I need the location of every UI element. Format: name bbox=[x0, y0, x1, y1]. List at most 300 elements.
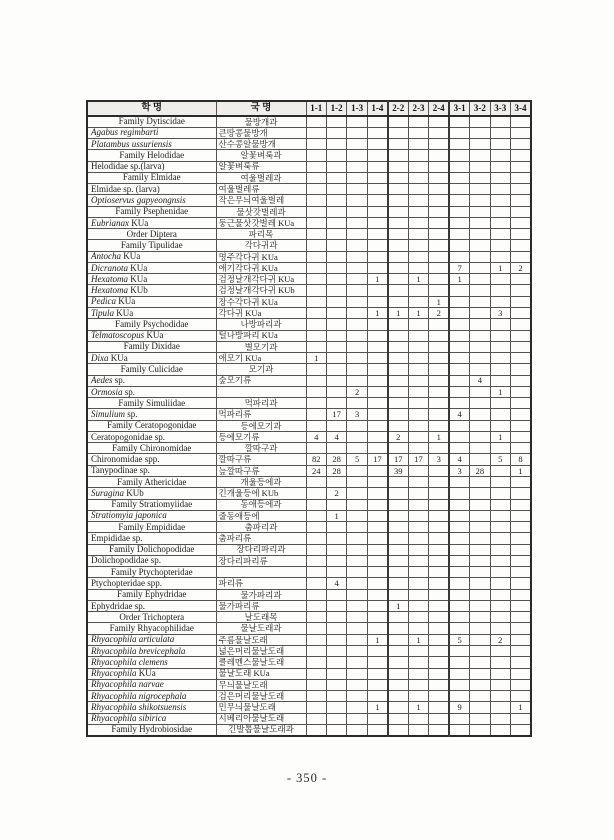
count-cell-1-3 bbox=[347, 589, 367, 600]
count-cell-3-3 bbox=[490, 713, 510, 724]
korean-name-cell: 큰땅콩물방개 bbox=[216, 127, 306, 138]
count-cell-1-1 bbox=[306, 420, 326, 431]
count-cell-2-2 bbox=[388, 364, 408, 375]
count-cell-1-4 bbox=[367, 229, 387, 240]
count-cell-2-2 bbox=[388, 623, 408, 634]
count-cell-3-2 bbox=[470, 398, 490, 409]
korean-name-cell: 장수각다귀 KUa bbox=[216, 296, 306, 307]
count-cell-3-3 bbox=[490, 150, 510, 161]
count-cell-1-2 bbox=[326, 724, 346, 735]
korean-name-cell: 별모기과 bbox=[216, 341, 306, 352]
scientific-name-cell: Helodidae sp.(larva) bbox=[87, 161, 216, 172]
count-cell-2-3: 1 bbox=[408, 634, 428, 645]
count-cell-1-4 bbox=[367, 679, 387, 690]
count-cell-2-2 bbox=[388, 150, 408, 161]
count-cell-3-1: 1 bbox=[449, 274, 469, 285]
count-cell-1-2 bbox=[326, 330, 346, 341]
count-cell-3-4 bbox=[511, 612, 531, 623]
count-cell-3-1 bbox=[449, 330, 469, 341]
count-cell-1-1 bbox=[306, 161, 326, 172]
count-cell-1-2 bbox=[326, 139, 346, 150]
species-row bbox=[87, 409, 531, 420]
count-cell-1-3 bbox=[347, 713, 367, 724]
count-cell-1-4 bbox=[367, 567, 387, 578]
scientific-name-cell: Aedes sp. bbox=[87, 375, 216, 386]
count-cell-3-3 bbox=[490, 623, 510, 634]
scientific-name-cell: Ptychopteridae spp. bbox=[87, 578, 216, 589]
count-cell-1-3 bbox=[347, 308, 367, 319]
count-cell-1-2: 4 bbox=[326, 431, 346, 442]
scientific-name-cell: Ceratopogonidae sp. bbox=[87, 431, 216, 442]
korean-name-cell: 물가파리과 bbox=[216, 589, 306, 600]
count-cell-3-3 bbox=[490, 116, 510, 127]
taxon-group-row bbox=[87, 612, 531, 623]
taxon-group-row bbox=[87, 172, 531, 183]
count-cell-3-2 bbox=[470, 251, 490, 262]
count-cell-1-2 bbox=[326, 386, 346, 397]
count-cell-3-4 bbox=[511, 499, 531, 510]
count-cell-1-1 bbox=[306, 702, 326, 713]
count-cell-1-2 bbox=[326, 567, 346, 578]
count-cell-3-3 bbox=[490, 488, 510, 499]
count-cell-2-3: 1 bbox=[408, 274, 428, 285]
count-cell-2-3 bbox=[408, 229, 428, 240]
count-cell-2-2 bbox=[388, 330, 408, 341]
scientific-name-cell: Family Ceratopogonidae bbox=[87, 420, 216, 431]
count-cell-3-3 bbox=[490, 499, 510, 510]
count-cell-1-1 bbox=[306, 600, 326, 611]
count-cell-2-2 bbox=[388, 285, 408, 296]
count-cell-3-1 bbox=[449, 116, 469, 127]
count-cell-1-2 bbox=[326, 691, 346, 702]
scientific-name-cell: Family Ephydridae bbox=[87, 589, 216, 600]
species-row bbox=[87, 691, 531, 702]
count-cell-1-3 bbox=[347, 251, 367, 262]
count-cell-1-1 bbox=[306, 229, 326, 240]
count-cell-3-2 bbox=[470, 488, 490, 499]
count-cell-3-4 bbox=[511, 589, 531, 600]
count-cell-3-4 bbox=[511, 634, 531, 645]
count-cell-3-4 bbox=[511, 172, 531, 183]
count-cell-3-3 bbox=[490, 398, 510, 409]
korean-name-cell: 작은무늬여울벌레 bbox=[216, 195, 306, 206]
count-cell-1-4 bbox=[367, 657, 387, 668]
count-cell-1-3 bbox=[347, 116, 367, 127]
count-cell-2-3 bbox=[408, 375, 428, 386]
count-cell-3-4: 1 bbox=[511, 702, 531, 713]
count-cell-1-3 bbox=[347, 544, 367, 555]
col-header-scientific-name: 학 명 bbox=[87, 101, 216, 116]
count-cell-1-2 bbox=[326, 308, 346, 319]
korean-name-cell: 긴발톱물날도래과 bbox=[216, 724, 306, 735]
count-cell-1-1 bbox=[306, 567, 326, 578]
count-cell-3-1 bbox=[449, 341, 469, 352]
count-cell-2-2 bbox=[388, 195, 408, 206]
korean-name-cell: 물방개과 bbox=[216, 116, 306, 127]
korean-name-cell: 검은머리물날도래 bbox=[216, 691, 306, 702]
count-cell-3-3: 1 bbox=[490, 386, 510, 397]
taxon-group-row bbox=[87, 499, 531, 510]
count-cell-3-4 bbox=[511, 341, 531, 352]
count-cell-1-2 bbox=[326, 217, 346, 228]
count-cell-2-4 bbox=[429, 330, 449, 341]
count-cell-1-4 bbox=[367, 398, 387, 409]
count-cell-3-4 bbox=[511, 713, 531, 724]
korean-name-cell: 각다귀과 bbox=[216, 240, 306, 251]
count-cell-1-1 bbox=[306, 691, 326, 702]
count-cell-3-4 bbox=[511, 217, 531, 228]
korean-name-cell: 여울벌레과 bbox=[216, 172, 306, 183]
count-cell-1-3 bbox=[347, 555, 367, 566]
count-cell-2-3 bbox=[408, 386, 428, 397]
count-cell-1-1 bbox=[306, 341, 326, 352]
taxon-group-row bbox=[87, 240, 531, 251]
count-cell-1-1 bbox=[306, 116, 326, 127]
count-cell-3-3 bbox=[490, 668, 510, 679]
count-cell-1-1 bbox=[306, 330, 326, 341]
scientific-name-cell: Family Chironomidae bbox=[87, 443, 216, 454]
count-cell-3-4 bbox=[511, 285, 531, 296]
species-row bbox=[87, 578, 531, 589]
count-cell-3-2 bbox=[470, 195, 490, 206]
count-cell-3-3: 3 bbox=[490, 308, 510, 319]
species-row bbox=[87, 195, 531, 206]
count-cell-3-2 bbox=[470, 116, 490, 127]
count-cell-2-3 bbox=[408, 522, 428, 533]
count-cell-1-4 bbox=[367, 544, 387, 555]
count-cell-1-2 bbox=[326, 420, 346, 431]
count-cell-2-2 bbox=[388, 645, 408, 656]
page-number: - 350 - bbox=[286, 771, 328, 785]
species-row bbox=[87, 657, 531, 668]
count-cell-1-2 bbox=[326, 668, 346, 679]
count-cell-1-2: 4 bbox=[326, 578, 346, 589]
scientific-name-cell: Family Psychodidae bbox=[87, 319, 216, 330]
count-cell-2-3: 1 bbox=[408, 308, 428, 319]
korean-name-cell: 주름물날도래 bbox=[216, 634, 306, 645]
count-cell-2-3 bbox=[408, 600, 428, 611]
count-cell-2-2 bbox=[388, 206, 408, 217]
count-cell-1-1 bbox=[306, 139, 326, 150]
count-cell-1-3 bbox=[347, 398, 367, 409]
count-cell-3-4 bbox=[511, 251, 531, 262]
count-cell-3-2 bbox=[470, 285, 490, 296]
col-header-site-1-1: 1-1 bbox=[306, 101, 326, 116]
count-cell-3-1 bbox=[449, 544, 469, 555]
count-cell-1-4 bbox=[367, 341, 387, 352]
count-cell-3-2 bbox=[470, 296, 490, 307]
count-cell-2-3 bbox=[408, 161, 428, 172]
scientific-name-cell: Stratiomyia japonica bbox=[87, 510, 216, 521]
scientific-name-cell: Platambus ussuriensis bbox=[87, 139, 216, 150]
count-cell-2-3 bbox=[408, 555, 428, 566]
taxon-group-row bbox=[87, 398, 531, 409]
count-cell-3-3 bbox=[490, 544, 510, 555]
count-cell-2-4: 3 bbox=[429, 454, 449, 465]
korean-name-cell: 산수콩알물방개 bbox=[216, 139, 306, 150]
count-cell-1-3 bbox=[347, 330, 367, 341]
count-cell-2-4 bbox=[429, 409, 449, 420]
count-cell-1-3 bbox=[347, 724, 367, 735]
count-cell-3-4 bbox=[511, 477, 531, 488]
count-cell-3-2 bbox=[470, 623, 490, 634]
count-cell-2-4 bbox=[429, 262, 449, 273]
count-cell-1-2: 28 bbox=[326, 465, 346, 476]
scientific-name-cell: Elmidae sp. (larva) bbox=[87, 184, 216, 195]
count-cell-1-2: 1 bbox=[326, 510, 346, 521]
count-cell-1-3 bbox=[347, 206, 367, 217]
count-cell-1-1 bbox=[306, 262, 326, 273]
count-cell-2-3 bbox=[408, 510, 428, 521]
count-cell-2-4 bbox=[429, 657, 449, 668]
count-cell-3-1 bbox=[449, 161, 469, 172]
count-cell-3-1: 5 bbox=[449, 634, 469, 645]
count-cell-3-4 bbox=[511, 229, 531, 240]
count-cell-1-2 bbox=[326, 544, 346, 555]
count-cell-3-3 bbox=[490, 139, 510, 150]
count-cell-2-4 bbox=[429, 274, 449, 285]
col-header-site-2-4: 2-4 bbox=[429, 101, 449, 116]
scientific-name-cell: Eubrianax KUa bbox=[87, 217, 216, 228]
count-cell-3-3 bbox=[490, 555, 510, 566]
korean-name-cell: 춤파리과 bbox=[216, 522, 306, 533]
count-cell-3-2 bbox=[470, 443, 490, 454]
taxon-group-row bbox=[87, 229, 531, 240]
scientific-name-cell: Ephydridae sp. bbox=[87, 600, 216, 611]
count-cell-2-3 bbox=[408, 319, 428, 330]
count-cell-2-3 bbox=[408, 578, 428, 589]
count-cell-3-4 bbox=[511, 398, 531, 409]
scientific-name-cell: Family Rhyacophilidae bbox=[87, 623, 216, 634]
count-cell-3-4 bbox=[511, 319, 531, 330]
count-cell-3-3 bbox=[490, 330, 510, 341]
count-cell-2-2 bbox=[388, 409, 408, 420]
count-cell-3-2 bbox=[470, 127, 490, 138]
count-cell-3-2 bbox=[470, 274, 490, 285]
count-cell-3-2 bbox=[470, 206, 490, 217]
count-cell-2-2: 1 bbox=[388, 600, 408, 611]
korean-name-cell: 물날도래과 bbox=[216, 623, 306, 634]
korean-name-cell: 동애등에과 bbox=[216, 499, 306, 510]
count-cell-3-3 bbox=[490, 341, 510, 352]
count-cell-1-4 bbox=[367, 600, 387, 611]
count-cell-1-4: 1 bbox=[367, 634, 387, 645]
count-cell-2-4 bbox=[429, 578, 449, 589]
count-cell-1-3 bbox=[347, 319, 367, 330]
count-cell-2-2 bbox=[388, 229, 408, 240]
count-cell-2-4 bbox=[429, 251, 449, 262]
count-cell-2-4 bbox=[429, 510, 449, 521]
count-cell-3-4 bbox=[511, 116, 531, 127]
count-cell-2-4 bbox=[429, 499, 449, 510]
species-row bbox=[87, 161, 531, 172]
count-cell-3-2 bbox=[470, 533, 490, 544]
count-cell-2-4 bbox=[429, 623, 449, 634]
count-cell-1-4 bbox=[367, 645, 387, 656]
count-cell-3-3 bbox=[490, 691, 510, 702]
count-cell-1-3 bbox=[347, 161, 367, 172]
count-cell-3-3 bbox=[490, 217, 510, 228]
count-cell-3-4: 8 bbox=[511, 454, 531, 465]
count-cell-2-4 bbox=[429, 477, 449, 488]
count-cell-1-1 bbox=[306, 364, 326, 375]
korean-name-cell: 나방파리과 bbox=[216, 319, 306, 330]
count-cell-2-4 bbox=[429, 544, 449, 555]
count-cell-2-4 bbox=[429, 161, 449, 172]
count-cell-3-4 bbox=[511, 274, 531, 285]
count-cell-3-1 bbox=[449, 589, 469, 600]
count-cell-1-3 bbox=[347, 645, 367, 656]
scientific-name-cell: Rhyacophila shikotsuensis bbox=[87, 702, 216, 713]
count-cell-1-4 bbox=[367, 522, 387, 533]
korean-name-cell: 알꽃벼룩류 bbox=[216, 161, 306, 172]
count-cell-3-1 bbox=[449, 623, 469, 634]
count-cell-1-4 bbox=[367, 510, 387, 521]
scientific-name-cell: Rhyacophila clemens bbox=[87, 657, 216, 668]
count-cell-2-2 bbox=[388, 499, 408, 510]
count-cell-3-1 bbox=[449, 240, 469, 251]
count-cell-1-2: 28 bbox=[326, 454, 346, 465]
count-cell-1-3 bbox=[347, 612, 367, 623]
count-cell-3-4 bbox=[511, 657, 531, 668]
count-cell-2-3 bbox=[408, 127, 428, 138]
scientific-name-cell: Hexatoma KUa bbox=[87, 274, 216, 285]
species-row bbox=[87, 668, 531, 679]
count-cell-1-3 bbox=[347, 195, 367, 206]
count-cell-3-4 bbox=[511, 206, 531, 217]
count-cell-1-1 bbox=[306, 533, 326, 544]
count-cell-1-1 bbox=[306, 172, 326, 183]
species-row bbox=[87, 454, 531, 465]
count-cell-1-2 bbox=[326, 612, 346, 623]
species-row bbox=[87, 533, 531, 544]
count-cell-3-1 bbox=[449, 319, 469, 330]
count-cell-2-2: 17 bbox=[388, 454, 408, 465]
count-cell-2-2 bbox=[388, 522, 408, 533]
count-cell-2-3 bbox=[408, 691, 428, 702]
species-row bbox=[87, 330, 531, 341]
count-cell-3-3: 5 bbox=[490, 454, 510, 465]
count-cell-1-3 bbox=[347, 533, 367, 544]
count-cell-3-4 bbox=[511, 375, 531, 386]
count-cell-1-4 bbox=[367, 319, 387, 330]
taxon-group-row bbox=[87, 420, 531, 431]
count-cell-2-3 bbox=[408, 150, 428, 161]
col-header-site-2-3: 2-3 bbox=[408, 101, 428, 116]
count-cell-1-4 bbox=[367, 172, 387, 183]
count-cell-1-3 bbox=[347, 262, 367, 273]
count-cell-3-1 bbox=[449, 488, 469, 499]
count-cell-3-1 bbox=[449, 443, 469, 454]
count-cell-1-4 bbox=[367, 217, 387, 228]
count-cell-2-2 bbox=[388, 555, 408, 566]
count-cell-1-1 bbox=[306, 217, 326, 228]
count-cell-1-4 bbox=[367, 409, 387, 420]
count-cell-3-3: 2 bbox=[490, 634, 510, 645]
count-cell-3-3 bbox=[490, 702, 510, 713]
count-cell-1-2 bbox=[326, 341, 346, 352]
count-cell-1-1 bbox=[306, 679, 326, 690]
count-cell-3-4: 1 bbox=[511, 465, 531, 476]
count-cell-3-1 bbox=[449, 150, 469, 161]
count-cell-2-2 bbox=[388, 713, 408, 724]
count-cell-3-1 bbox=[449, 431, 469, 442]
count-cell-3-4 bbox=[511, 668, 531, 679]
count-cell-2-3 bbox=[408, 296, 428, 307]
count-cell-3-3 bbox=[490, 477, 510, 488]
species-abundance-table bbox=[86, 100, 532, 737]
korean-name-cell: 물날도래 KUa bbox=[216, 668, 306, 679]
count-cell-1-4 bbox=[367, 251, 387, 262]
count-cell-1-1 bbox=[306, 308, 326, 319]
count-cell-2-3 bbox=[408, 262, 428, 273]
count-cell-2-4 bbox=[429, 217, 449, 228]
count-cell-1-2 bbox=[326, 589, 346, 600]
count-cell-3-4 bbox=[511, 443, 531, 454]
count-cell-3-3 bbox=[490, 724, 510, 735]
count-cell-1-2 bbox=[326, 240, 346, 251]
species-row bbox=[87, 713, 531, 724]
count-cell-1-2 bbox=[326, 443, 346, 454]
korean-name-cell: 파리류 bbox=[216, 578, 306, 589]
scientific-name-cell: Agabus regimbarti bbox=[87, 127, 216, 138]
count-cell-1-1 bbox=[306, 612, 326, 623]
count-cell-1-1 bbox=[306, 240, 326, 251]
korean-name-cell: 날도래목 bbox=[216, 612, 306, 623]
scientific-name-cell: Rhyacophila sibirica bbox=[87, 713, 216, 724]
count-cell-1-1 bbox=[306, 409, 326, 420]
count-cell-3-3 bbox=[490, 251, 510, 262]
count-cell-1-2 bbox=[326, 555, 346, 566]
count-cell-3-2 bbox=[470, 341, 490, 352]
korean-name-cell: 검정날개각다귀 KUb bbox=[216, 285, 306, 296]
scientific-name-cell: Antocha KUa bbox=[87, 251, 216, 262]
count-cell-3-4 bbox=[511, 296, 531, 307]
count-cell-1-1 bbox=[306, 375, 326, 386]
scientific-name-cell: Family Dolichopodidae bbox=[87, 544, 216, 555]
scientific-name-cell: Dicranota KUa bbox=[87, 262, 216, 273]
count-cell-2-2 bbox=[388, 353, 408, 364]
count-cell-2-2 bbox=[388, 634, 408, 645]
count-cell-3-3 bbox=[490, 206, 510, 217]
count-cell-3-2 bbox=[470, 600, 490, 611]
count-cell-1-2 bbox=[326, 713, 346, 724]
species-row bbox=[87, 308, 531, 319]
count-cell-1-1 bbox=[306, 657, 326, 668]
count-cell-2-4: 2 bbox=[429, 308, 449, 319]
korean-name-cell: 늪깔따구류 bbox=[216, 465, 306, 476]
count-cell-3-4 bbox=[511, 522, 531, 533]
count-cell-3-1 bbox=[449, 184, 469, 195]
count-cell-3-4 bbox=[511, 555, 531, 566]
korean-name-cell: 알꽃벼룩과 bbox=[216, 150, 306, 161]
count-cell-3-4 bbox=[511, 364, 531, 375]
count-cell-2-4 bbox=[429, 341, 449, 352]
scientific-name-cell: Family Helodidae bbox=[87, 150, 216, 161]
count-cell-1-4 bbox=[367, 127, 387, 138]
count-cell-1-4 bbox=[367, 691, 387, 702]
table-body bbox=[87, 116, 531, 736]
count-cell-2-2 bbox=[388, 240, 408, 251]
scientific-name-cell: Optioservus gapyeongnsis bbox=[87, 195, 216, 206]
count-cell-1-4 bbox=[367, 499, 387, 510]
count-cell-1-4 bbox=[367, 555, 387, 566]
count-cell-1-2 bbox=[326, 285, 346, 296]
count-cell-1-4 bbox=[367, 724, 387, 735]
count-cell-1-3: 5 bbox=[347, 454, 367, 465]
count-cell-1-1 bbox=[306, 589, 326, 600]
count-cell-1-3 bbox=[347, 274, 367, 285]
